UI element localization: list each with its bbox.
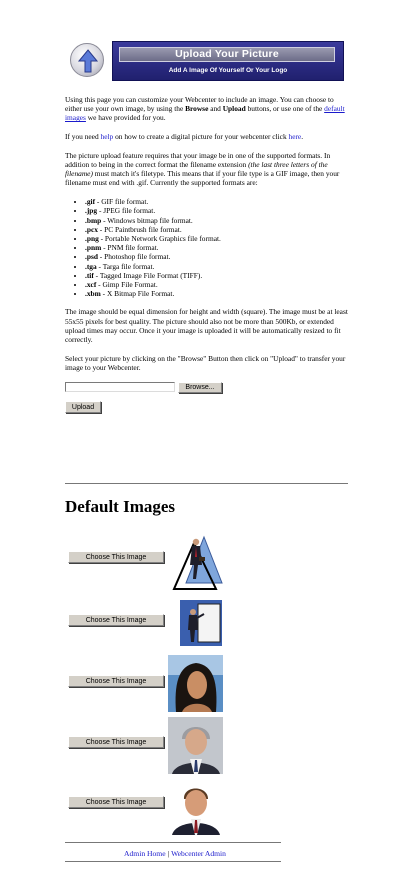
format-description: - PC Paintbrush file format.	[97, 224, 182, 234]
footer-divider-top	[65, 842, 281, 843]
format-extension: .xcf	[85, 279, 97, 289]
choose-image-button[interactable]: Choose This Image	[68, 675, 164, 687]
format-extension: .psd	[85, 252, 98, 262]
man-grey-hair-portrait-icon[interactable]	[168, 717, 223, 774]
formats-text: must match it's filetype. This means that if your file type is a GIF image, then your filename must end with .gif. Currently the supported formats are:	[65, 169, 340, 188]
choose-image-button[interactable]: Choose This Image	[68, 614, 164, 626]
default-images-heading: Default Images	[65, 497, 176, 516]
intro-text: buttons, or use one of the	[245, 104, 325, 114]
format-extension: .jpg	[85, 206, 98, 216]
webcenter-admin-link[interactable]: Webcenter Admin	[171, 849, 226, 858]
intro-text: we have provided for you.	[85, 113, 166, 123]
intro-text: and	[208, 104, 223, 114]
footer-links	[65, 849, 285, 858]
upload-arrow-icon	[70, 43, 104, 77]
format-extension: .tga	[85, 261, 97, 271]
page-header	[70, 41, 346, 81]
format-item	[85, 225, 350, 234]
format-item	[85, 197, 350, 206]
format-description: - Portable Network Graphics file format.	[98, 233, 221, 243]
choose-image-button[interactable]: Choose This Image	[68, 796, 164, 808]
format-extension: .pnm	[85, 243, 102, 253]
help-text: If you need	[65, 132, 101, 142]
choose-image-button[interactable]: Choose This Image	[68, 551, 164, 563]
intro-text: Using this page you can customize your Webcenter to include an image. You can choose to either use your own image, by using the	[65, 95, 334, 114]
format-item	[85, 262, 350, 271]
format-item	[85, 206, 350, 215]
format-item	[85, 243, 350, 252]
format-description: - Targa file format.	[96, 261, 155, 271]
format-extension: .gif	[85, 197, 96, 207]
help-paragraph	[65, 132, 350, 141]
presenter-at-board-icon[interactable]	[180, 600, 222, 646]
upload-button[interactable]: Upload	[65, 401, 101, 413]
format-extension: .pcx	[85, 224, 98, 234]
admin-home-link[interactable]: Admin Home	[124, 849, 166, 858]
format-description: - JPEG file format.	[97, 206, 156, 216]
format-extension: .xbm	[85, 289, 101, 299]
footer-divider-bottom	[65, 861, 281, 862]
browse-keyword: Browse	[185, 104, 209, 114]
help-text: .	[301, 132, 304, 142]
file-path-input[interactable]	[65, 382, 175, 392]
format-description: - Windows bitmap file format.	[101, 215, 193, 225]
intro-paragraph	[65, 95, 350, 123]
businessman-triangle-logo-icon[interactable]	[172, 535, 224, 591]
here-link[interactable]: here	[288, 132, 302, 142]
format-extension: .bmp	[85, 215, 102, 225]
format-extension: .png	[85, 233, 99, 243]
format-item	[85, 216, 350, 225]
extension-note: (the last three letters of the filename)	[65, 160, 328, 179]
section-divider	[65, 483, 348, 484]
format-description: - X Bitmap File Format.	[100, 289, 175, 299]
page-subtitle: Add A Image Of Yourself Or Your Logo	[168, 67, 288, 74]
format-item	[85, 252, 350, 261]
upload-keyword: Upload	[222, 104, 246, 114]
help-text: on how to create a digital picture for your webcenter click	[113, 132, 289, 142]
page-title: Upload Your Picture	[119, 47, 335, 62]
select-instructions-paragraph: Select your picture by clicking on the "Browse" Button then click on "Upload" to transfer your image to your Webcenter.	[65, 353, 346, 372]
format-item	[85, 280, 350, 289]
format-description: - Tagged Image File Format (TIFF).	[93, 270, 203, 280]
formats-text: The picture upload feature requires that your image be in one of the supported formats. In addition to being in the correct format the filename extension	[65, 150, 331, 170]
format-item	[85, 271, 350, 280]
upload-instructions	[65, 95, 350, 413]
format-extension: .tif	[85, 270, 94, 280]
size-requirements-paragraph: The image should be equal dimension for height and width (square). The image must be at least 55x55 pixels for best quality. The picture should also not be more than 500Kb, or extended upload times may occur. Once it your image is uploaded it will be automatically resized to fit correctly.	[65, 307, 348, 344]
format-description: - GIF file format.	[95, 197, 149, 207]
browse-button[interactable]: Browse...	[178, 382, 222, 393]
woman-portrait-icon[interactable]	[168, 655, 223, 712]
format-description: - Photoshop file format.	[97, 252, 171, 262]
footer-separator: |	[167, 849, 170, 858]
default-images-link[interactable]: default images	[65, 104, 345, 123]
format-description: - PNM file format.	[101, 243, 159, 253]
man-portrait-icon[interactable]	[168, 779, 223, 835]
header-banner	[112, 41, 344, 81]
choose-image-button[interactable]: Choose This Image	[68, 736, 164, 748]
help-link[interactable]: help	[100, 132, 114, 142]
format-item	[85, 289, 350, 298]
file-select-row	[65, 382, 350, 393]
formats-paragraph	[65, 151, 350, 188]
format-description: - Gimp File Format.	[96, 279, 158, 289]
format-item	[85, 234, 350, 243]
supported-formats-list	[65, 197, 350, 298]
